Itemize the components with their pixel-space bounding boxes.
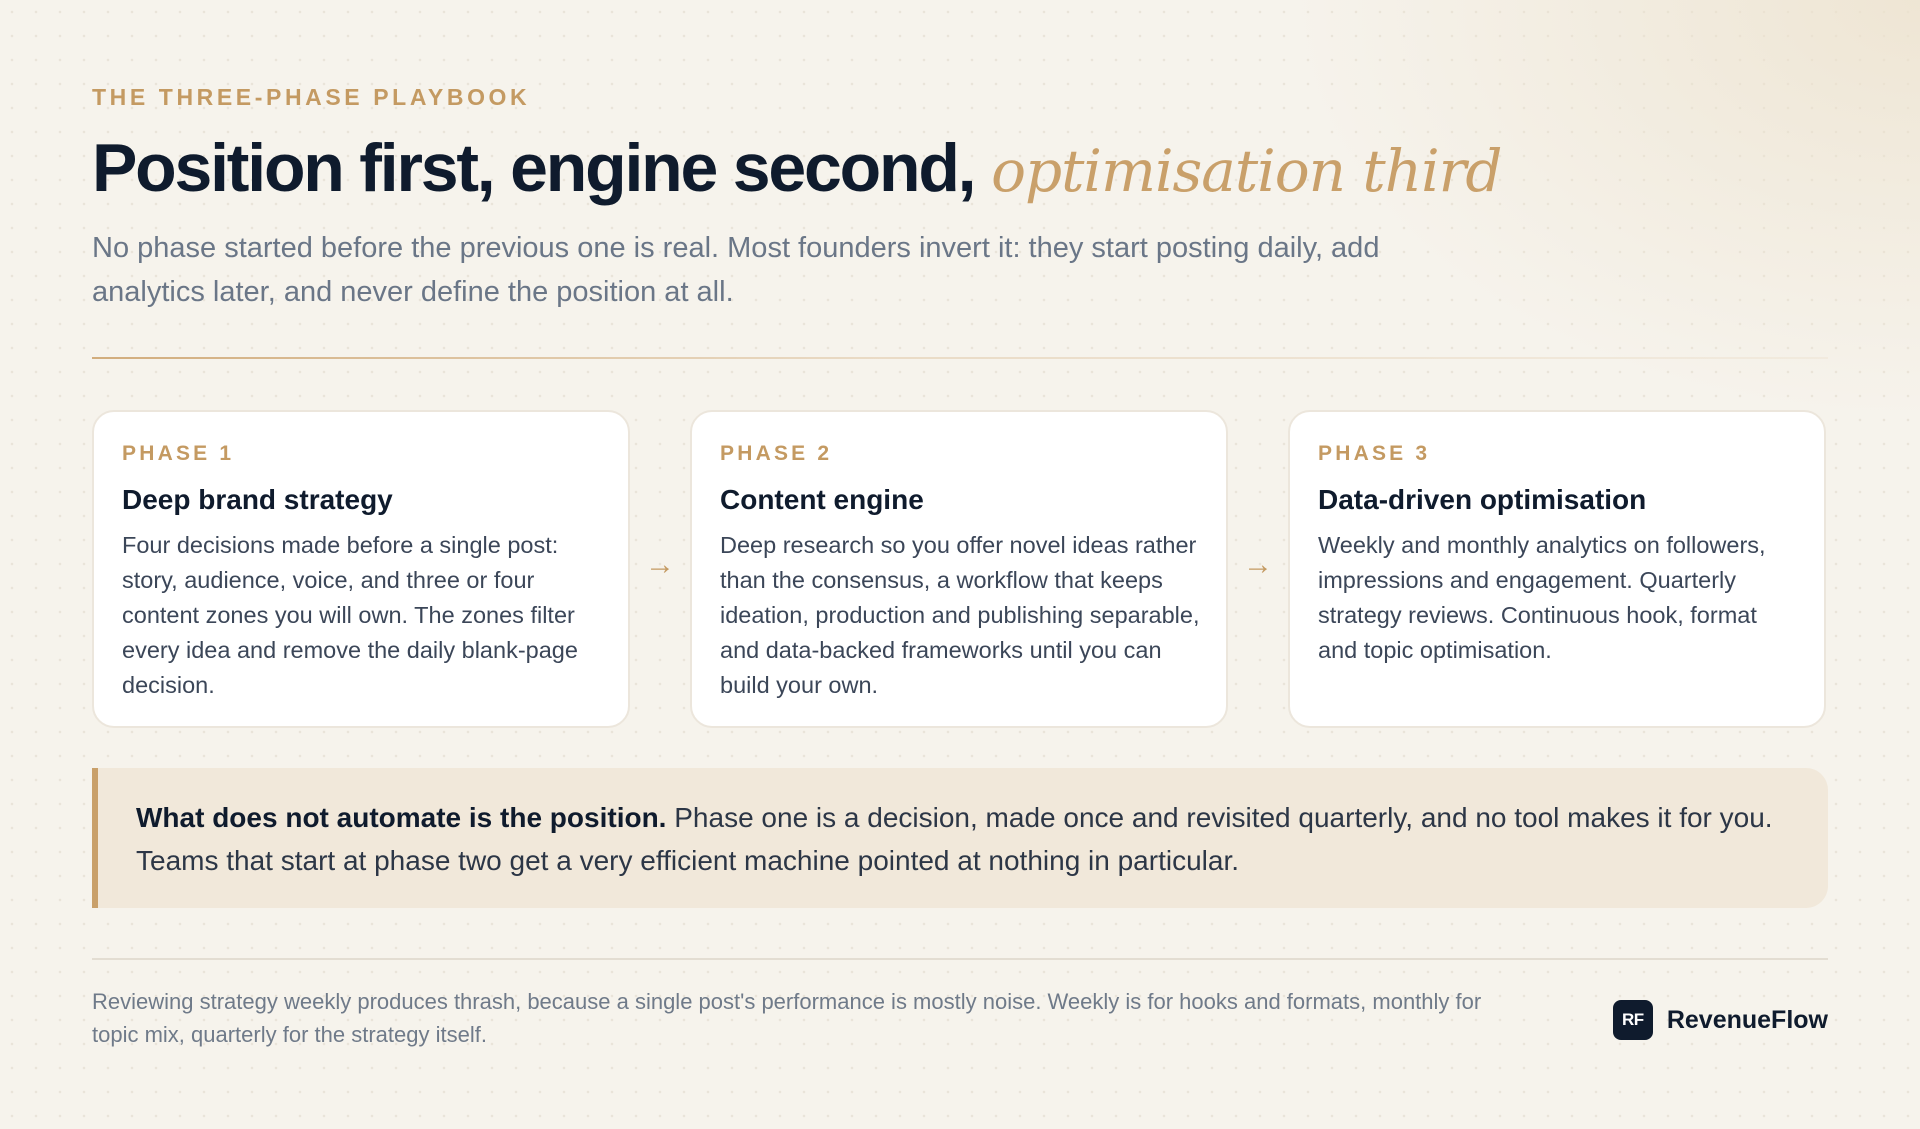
phase-label: PHASE 2 <box>720 442 833 465</box>
footer-divider <box>92 958 1828 960</box>
page-title <box>92 128 1502 211</box>
callout-text: Phase one is a decision, made once and revisited quarterly, and no tool makes it for you. Teams that start at phase two get a very efficient machine pointed at nothing in particular. <box>136 802 1773 876</box>
phase-title: Data-driven optimisation <box>1318 484 1647 515</box>
header-divider <box>92 357 1828 359</box>
eyebrow-label: THE THREE-PHASE PLAYBOOK <box>92 84 531 110</box>
brand-logo <box>1613 1000 1828 1040</box>
brand-badge-icon: RF <box>1613 1000 1653 1040</box>
brand-name: RevenueFlow <box>1666 1005 1828 1034</box>
phases-row <box>92 410 1828 728</box>
footer-note: Reviewing strategy weekly produces thrash, because a single post's performance is mostly noise. Weekly is for hooks and formats, monthly for topic mix, quarterly for the strategy itself. <box>92 989 1482 1047</box>
phase-card-1 <box>92 410 630 728</box>
arrow-right-icon: → <box>1243 548 1273 581</box>
phase-card-3 <box>1288 410 1826 728</box>
page-subtitle: No phase started before the previous one is real. Most founders invert it: they start posting daily, add analytics later, and never define the position at all. <box>92 232 1380 308</box>
phase-label: PHASE 1 <box>122 442 235 465</box>
arrow-right-icon: → <box>645 548 675 581</box>
phase-description: Four decisions made before a single post: story, audience, voice, and three or four content zones you will own. The zones filter every idea and remove the daily blank-page decision. <box>122 532 578 698</box>
phase-title: Deep brand strategy <box>122 484 393 515</box>
phase-title: Content engine <box>720 484 924 515</box>
callout-lead: What does not automate is the position. <box>136 802 667 833</box>
phase-description: Deep research so you offer novel ideas rather than the consensus, a workflow that keeps ideation, production and publishing separable, and data-backed frameworks until you can build your own. <box>720 532 1200 698</box>
phase-label: PHASE 3 <box>1318 442 1431 465</box>
phase-card-2 <box>690 410 1228 728</box>
callout-box <box>92 768 1828 908</box>
title-accent: optimisation third <box>991 137 1502 205</box>
title-main: Position first, engine second, <box>92 130 975 206</box>
phase-description: Weekly and monthly analytics on followers, impressions and engagement. Quarterly strategy reviews. Continuous hook, format and topic optimisation. <box>1318 532 1766 663</box>
